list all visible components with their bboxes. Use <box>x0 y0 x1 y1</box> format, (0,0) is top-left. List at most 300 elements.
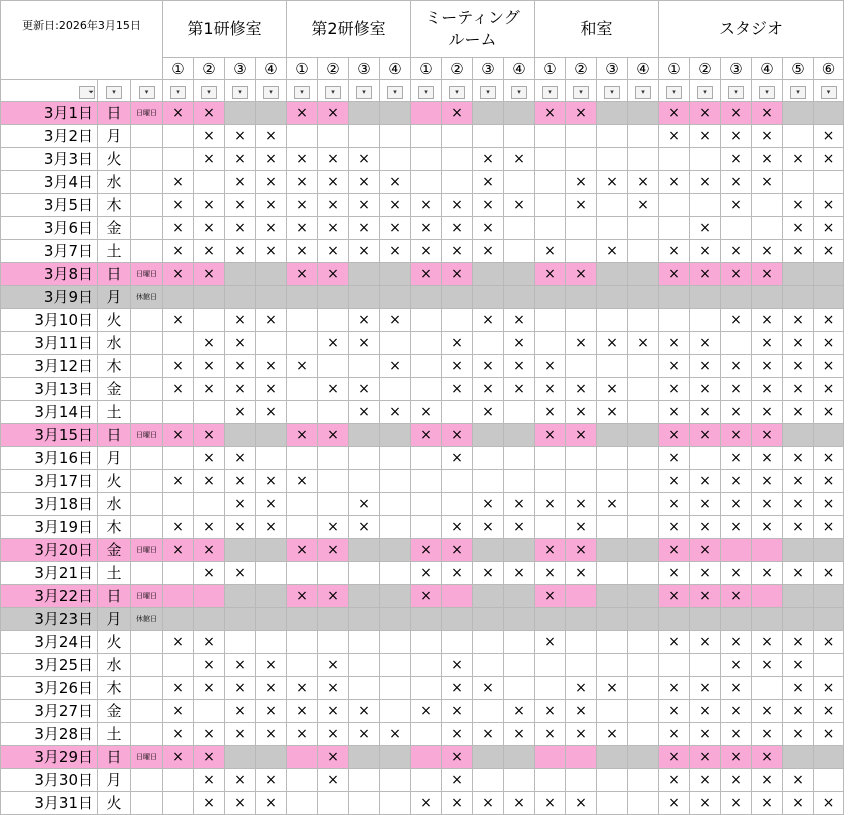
slot-cell[interactable] <box>287 562 318 585</box>
slot-cell[interactable]: × <box>628 171 659 194</box>
slot-cell[interactable] <box>628 309 659 332</box>
slot-cell[interactable] <box>411 631 442 654</box>
slot-cell[interactable] <box>225 608 256 631</box>
slot-cell[interactable]: × <box>163 240 194 263</box>
slot-cell[interactable] <box>256 332 287 355</box>
slot-cell[interactable] <box>597 516 628 539</box>
slot-cell[interactable] <box>504 470 535 493</box>
slot-cell[interactable]: × <box>752 355 783 378</box>
slot-cell[interactable] <box>566 631 597 654</box>
slot-cell[interactable]: × <box>721 769 752 792</box>
slot-cell[interactable] <box>783 125 814 148</box>
slot-cell[interactable]: × <box>783 194 814 217</box>
slot-cell[interactable] <box>628 585 659 608</box>
slot-cell[interactable] <box>628 539 659 562</box>
slot-cell[interactable] <box>349 654 380 677</box>
slot-cell[interactable] <box>535 608 566 631</box>
slot-cell[interactable] <box>597 562 628 585</box>
slot-cell[interactable]: × <box>225 470 256 493</box>
slot-cell[interactable]: × <box>690 378 721 401</box>
slot-cell[interactable] <box>628 631 659 654</box>
slot-cell[interactable]: × <box>504 194 535 217</box>
slot-cell[interactable] <box>318 447 349 470</box>
slot-cell[interactable]: × <box>752 470 783 493</box>
slot-cell[interactable] <box>473 539 504 562</box>
slot-cell[interactable] <box>473 263 504 286</box>
slot-cell[interactable] <box>535 470 566 493</box>
slot-cell[interactable]: × <box>783 562 814 585</box>
slot-cell[interactable]: × <box>349 148 380 171</box>
slot-cell[interactable]: × <box>442 240 473 263</box>
slot-cell[interactable]: × <box>411 240 442 263</box>
slot-cell[interactable] <box>380 746 411 769</box>
slot-cell[interactable]: × <box>225 378 256 401</box>
slot-cell[interactable]: × <box>721 194 752 217</box>
slot-cell[interactable]: × <box>690 700 721 723</box>
slot-cell[interactable] <box>690 148 721 171</box>
slot-cell[interactable] <box>597 631 628 654</box>
slot-cell[interactable]: × <box>783 493 814 516</box>
slot-cell[interactable]: × <box>597 378 628 401</box>
slot-cell[interactable] <box>194 608 225 631</box>
slot-cell[interactable]: × <box>721 171 752 194</box>
slot-cell[interactable]: × <box>814 447 844 470</box>
slot-cell[interactable] <box>411 447 442 470</box>
slot-cell[interactable]: × <box>659 171 690 194</box>
slot-cell[interactable] <box>163 286 194 309</box>
slot-cell[interactable] <box>659 194 690 217</box>
slot-cell[interactable] <box>504 447 535 470</box>
slot-cell[interactable]: × <box>225 723 256 746</box>
slot-cell[interactable] <box>783 286 814 309</box>
slot-cell[interactable]: × <box>814 470 844 493</box>
slot-cell[interactable]: × <box>814 217 844 240</box>
slot-cell[interactable] <box>256 286 287 309</box>
slot-cell[interactable] <box>628 769 659 792</box>
slot-cell[interactable]: × <box>504 700 535 723</box>
slot-cell[interactable]: × <box>814 125 844 148</box>
slot-cell[interactable]: × <box>256 171 287 194</box>
slot-cell[interactable]: × <box>783 654 814 677</box>
slot-cell[interactable]: × <box>721 263 752 286</box>
slot-cell[interactable] <box>318 792 349 815</box>
slot-cell[interactable] <box>659 286 690 309</box>
slot-cell[interactable] <box>318 493 349 516</box>
slot-cell[interactable] <box>256 539 287 562</box>
slot-cell[interactable]: × <box>690 631 721 654</box>
slot-cell[interactable]: × <box>349 217 380 240</box>
slot-cell[interactable]: × <box>287 355 318 378</box>
slot-cell[interactable]: × <box>752 332 783 355</box>
slot-cell[interactable] <box>814 746 844 769</box>
slot-cell[interactable] <box>318 401 349 424</box>
slot-cell[interactable] <box>628 125 659 148</box>
slot-cell[interactable]: × <box>163 677 194 700</box>
slot-cell[interactable]: × <box>318 263 349 286</box>
slot-cell[interactable]: × <box>194 746 225 769</box>
slot-cell[interactable]: × <box>225 677 256 700</box>
slot-cell[interactable] <box>597 194 628 217</box>
slot-cell[interactable] <box>349 424 380 447</box>
slot-cell[interactable] <box>349 585 380 608</box>
slot-cell[interactable] <box>411 286 442 309</box>
slot-cell[interactable]: × <box>442 700 473 723</box>
slot-cell[interactable]: × <box>535 723 566 746</box>
slot-cell[interactable] <box>535 194 566 217</box>
slot-cell[interactable]: × <box>783 723 814 746</box>
slot-cell[interactable] <box>287 447 318 470</box>
slot-cell[interactable]: × <box>194 217 225 240</box>
slot-cell[interactable]: × <box>194 125 225 148</box>
slot-cell[interactable]: × <box>194 378 225 401</box>
slot-cell[interactable]: × <box>659 102 690 125</box>
slot-cell[interactable]: × <box>225 240 256 263</box>
slot-cell[interactable]: × <box>628 332 659 355</box>
slot-cell[interactable] <box>597 217 628 240</box>
slot-cell[interactable]: × <box>814 355 844 378</box>
slot-cell[interactable]: × <box>752 746 783 769</box>
dropdown-arrow-icon[interactable]: ▾ <box>666 86 682 99</box>
slot-cell[interactable] <box>597 309 628 332</box>
slot-cell[interactable]: × <box>721 378 752 401</box>
slot-cell[interactable] <box>504 539 535 562</box>
slot-cell[interactable]: × <box>721 677 752 700</box>
slot-cell[interactable]: × <box>814 677 844 700</box>
slot-cell[interactable]: × <box>535 562 566 585</box>
slot-cell[interactable]: × <box>566 378 597 401</box>
filter-active-icon[interactable]: ⏷ <box>79 86 95 99</box>
slot-cell[interactable] <box>566 148 597 171</box>
slot-cell[interactable]: × <box>783 769 814 792</box>
slot-cell[interactable]: × <box>783 355 814 378</box>
slot-cell[interactable]: × <box>814 631 844 654</box>
slot-cell[interactable]: × <box>504 332 535 355</box>
slot-cell[interactable]: × <box>411 700 442 723</box>
slot-cell[interactable] <box>597 263 628 286</box>
slot-cell[interactable] <box>473 769 504 792</box>
slot-cell[interactable] <box>535 309 566 332</box>
slot-cell[interactable]: × <box>721 700 752 723</box>
slot-cell[interactable]: × <box>814 493 844 516</box>
slot-cell[interactable]: × <box>814 332 844 355</box>
slot-cell[interactable]: × <box>659 240 690 263</box>
slot-cell[interactable]: × <box>783 677 814 700</box>
dropdown-arrow-icon[interactable]: ▾ <box>480 86 496 99</box>
slot-cell[interactable]: × <box>566 700 597 723</box>
slot-cell[interactable] <box>411 171 442 194</box>
slot-cell[interactable]: × <box>535 355 566 378</box>
slot-cell[interactable]: × <box>752 263 783 286</box>
slot-cell[interactable] <box>814 102 844 125</box>
slot-cell[interactable] <box>256 562 287 585</box>
slot-cell[interactable] <box>473 608 504 631</box>
slot-cell[interactable]: × <box>194 194 225 217</box>
slot-cell[interactable]: × <box>566 562 597 585</box>
slot-cell[interactable]: × <box>287 700 318 723</box>
slot-cell[interactable]: × <box>473 171 504 194</box>
slot-cell[interactable]: × <box>442 677 473 700</box>
slot-cell[interactable]: × <box>163 470 194 493</box>
slot-cell[interactable]: × <box>814 792 844 815</box>
slot-cell[interactable]: × <box>318 654 349 677</box>
slot-cell[interactable]: × <box>287 723 318 746</box>
slot-cell[interactable] <box>721 539 752 562</box>
slot-cell[interactable] <box>504 585 535 608</box>
slot-cell[interactable]: × <box>473 516 504 539</box>
slot-cell[interactable] <box>411 608 442 631</box>
slot-cell[interactable] <box>411 378 442 401</box>
slot-cell[interactable]: × <box>287 470 318 493</box>
slot-cell[interactable]: × <box>814 700 844 723</box>
slot-cell[interactable] <box>442 286 473 309</box>
slot-cell[interactable]: × <box>163 194 194 217</box>
slot-cell[interactable]: × <box>783 378 814 401</box>
slot-cell[interactable]: × <box>690 562 721 585</box>
slot-cell[interactable] <box>504 769 535 792</box>
slot-cell[interactable] <box>442 493 473 516</box>
slot-cell[interactable] <box>504 677 535 700</box>
slot-cell[interactable]: × <box>256 493 287 516</box>
slot-cell[interactable]: × <box>473 401 504 424</box>
slot-cell[interactable]: × <box>225 700 256 723</box>
slot-cell[interactable] <box>504 424 535 447</box>
slot-cell[interactable] <box>535 516 566 539</box>
slot-cell[interactable]: × <box>411 217 442 240</box>
slot-cell[interactable] <box>349 263 380 286</box>
dropdown-arrow-icon[interactable]: ▾ <box>790 86 806 99</box>
slot-cell[interactable]: × <box>690 171 721 194</box>
slot-cell[interactable]: × <box>597 677 628 700</box>
slot-cell[interactable]: × <box>814 401 844 424</box>
slot-cell[interactable] <box>783 746 814 769</box>
slot-cell[interactable] <box>349 447 380 470</box>
slot-cell[interactable]: × <box>163 263 194 286</box>
slot-cell[interactable]: × <box>194 792 225 815</box>
slot-cell[interactable]: × <box>163 378 194 401</box>
slot-cell[interactable] <box>566 447 597 470</box>
slot-cell[interactable]: × <box>442 769 473 792</box>
slot-cell[interactable]: × <box>473 677 504 700</box>
slot-cell[interactable]: × <box>194 102 225 125</box>
dropdown-arrow-icon[interactable]: ▾ <box>418 86 434 99</box>
slot-cell[interactable]: × <box>535 102 566 125</box>
slot-cell[interactable]: × <box>783 148 814 171</box>
slot-cell[interactable]: × <box>349 723 380 746</box>
slot-cell[interactable] <box>411 493 442 516</box>
slot-cell[interactable] <box>473 585 504 608</box>
slot-cell[interactable]: × <box>721 470 752 493</box>
slot-cell[interactable] <box>473 447 504 470</box>
slot-cell[interactable]: × <box>659 562 690 585</box>
slot-cell[interactable]: × <box>318 746 349 769</box>
slot-cell[interactable]: × <box>287 102 318 125</box>
slot-cell[interactable] <box>318 125 349 148</box>
slot-cell[interactable] <box>659 309 690 332</box>
slot-cell[interactable] <box>442 608 473 631</box>
slot-cell[interactable]: × <box>690 769 721 792</box>
slot-cell[interactable]: × <box>225 401 256 424</box>
slot-cell[interactable]: × <box>783 792 814 815</box>
slot-cell[interactable]: × <box>752 516 783 539</box>
slot-cell[interactable] <box>318 309 349 332</box>
slot-cell[interactable]: × <box>783 470 814 493</box>
slot-cell[interactable]: × <box>194 516 225 539</box>
slot-cell[interactable]: × <box>194 424 225 447</box>
slot-cell[interactable] <box>380 792 411 815</box>
slot-cell[interactable] <box>442 470 473 493</box>
slot-cell[interactable] <box>535 217 566 240</box>
slot-cell[interactable]: × <box>287 424 318 447</box>
dropdown-arrow-icon[interactable]: ▾ <box>106 86 122 99</box>
slot-cell[interactable]: × <box>411 792 442 815</box>
slot-cell[interactable]: × <box>380 309 411 332</box>
slot-cell[interactable] <box>256 608 287 631</box>
slot-cell[interactable] <box>380 263 411 286</box>
slot-cell[interactable]: × <box>566 516 597 539</box>
slot-cell[interactable] <box>628 470 659 493</box>
slot-cell[interactable]: × <box>783 309 814 332</box>
dropdown-arrow-icon[interactable]: ▾ <box>294 86 310 99</box>
dropdown-arrow-icon[interactable]: ▾ <box>697 86 713 99</box>
slot-cell[interactable]: × <box>349 309 380 332</box>
slot-cell[interactable]: × <box>814 562 844 585</box>
slot-cell[interactable]: × <box>597 401 628 424</box>
slot-cell[interactable] <box>628 263 659 286</box>
slot-cell[interactable] <box>163 125 194 148</box>
slot-cell[interactable] <box>783 171 814 194</box>
slot-cell[interactable] <box>752 539 783 562</box>
slot-cell[interactable]: × <box>535 401 566 424</box>
slot-cell[interactable]: × <box>659 332 690 355</box>
slot-cell[interactable]: × <box>256 769 287 792</box>
slot-cell[interactable]: × <box>442 746 473 769</box>
slot-cell[interactable] <box>659 148 690 171</box>
slot-cell[interactable]: × <box>690 125 721 148</box>
slot-cell[interactable]: × <box>659 585 690 608</box>
slot-cell[interactable] <box>690 608 721 631</box>
slot-cell[interactable]: × <box>659 263 690 286</box>
slot-cell[interactable]: × <box>597 723 628 746</box>
slot-cell[interactable] <box>504 286 535 309</box>
slot-cell[interactable] <box>163 654 194 677</box>
slot-cell[interactable]: × <box>380 401 411 424</box>
slot-cell[interactable]: × <box>318 171 349 194</box>
slot-cell[interactable]: × <box>163 171 194 194</box>
slot-cell[interactable] <box>163 447 194 470</box>
slot-cell[interactable]: × <box>783 631 814 654</box>
slot-cell[interactable]: × <box>225 562 256 585</box>
slot-cell[interactable]: × <box>721 447 752 470</box>
slot-cell[interactable] <box>287 378 318 401</box>
slot-cell[interactable]: × <box>163 102 194 125</box>
slot-cell[interactable] <box>380 539 411 562</box>
slot-cell[interactable] <box>659 608 690 631</box>
slot-cell[interactable]: × <box>194 332 225 355</box>
slot-cell[interactable] <box>535 171 566 194</box>
slot-cell[interactable] <box>597 447 628 470</box>
dropdown-arrow-icon[interactable]: ▾ <box>542 86 558 99</box>
slot-cell[interactable]: × <box>256 654 287 677</box>
slot-cell[interactable]: × <box>411 194 442 217</box>
slot-cell[interactable]: × <box>473 355 504 378</box>
slot-cell[interactable] <box>287 608 318 631</box>
slot-cell[interactable]: × <box>535 585 566 608</box>
dropdown-arrow-icon[interactable]: ▾ <box>635 86 651 99</box>
slot-cell[interactable]: × <box>411 401 442 424</box>
slot-cell[interactable] <box>597 148 628 171</box>
slot-cell[interactable]: × <box>566 424 597 447</box>
slot-cell[interactable]: × <box>380 240 411 263</box>
slot-cell[interactable] <box>535 677 566 700</box>
slot-cell[interactable] <box>411 102 442 125</box>
slot-cell[interactable] <box>628 562 659 585</box>
slot-cell[interactable] <box>597 700 628 723</box>
slot-cell[interactable]: × <box>473 562 504 585</box>
slot-cell[interactable] <box>318 608 349 631</box>
slot-cell[interactable] <box>163 769 194 792</box>
slot-cell[interactable] <box>504 654 535 677</box>
slot-cell[interactable]: × <box>225 171 256 194</box>
slot-cell[interactable]: × <box>442 424 473 447</box>
slot-cell[interactable] <box>442 171 473 194</box>
slot-cell[interactable]: × <box>349 240 380 263</box>
slot-cell[interactable]: × <box>659 355 690 378</box>
slot-cell[interactable]: × <box>504 493 535 516</box>
slot-cell[interactable] <box>783 608 814 631</box>
slot-cell[interactable] <box>287 332 318 355</box>
slot-cell[interactable]: × <box>566 493 597 516</box>
slot-cell[interactable]: × <box>752 493 783 516</box>
slot-cell[interactable]: × <box>535 493 566 516</box>
slot-cell[interactable]: × <box>566 723 597 746</box>
slot-cell[interactable] <box>411 125 442 148</box>
slot-cell[interactable]: × <box>659 401 690 424</box>
slot-cell[interactable]: × <box>814 194 844 217</box>
slot-cell[interactable] <box>752 585 783 608</box>
slot-cell[interactable] <box>597 355 628 378</box>
slot-cell[interactable] <box>380 585 411 608</box>
slot-cell[interactable]: × <box>225 148 256 171</box>
slot-cell[interactable] <box>628 217 659 240</box>
slot-cell[interactable] <box>349 539 380 562</box>
slot-cell[interactable] <box>411 516 442 539</box>
slot-cell[interactable]: × <box>318 332 349 355</box>
slot-cell[interactable]: × <box>225 217 256 240</box>
slot-cell[interactable]: × <box>721 240 752 263</box>
slot-cell[interactable] <box>535 654 566 677</box>
slot-cell[interactable]: × <box>256 309 287 332</box>
slot-cell[interactable]: × <box>690 539 721 562</box>
slot-cell[interactable]: × <box>287 148 318 171</box>
slot-cell[interactable] <box>628 378 659 401</box>
slot-cell[interactable]: × <box>659 539 690 562</box>
slot-cell[interactable] <box>566 585 597 608</box>
slot-cell[interactable] <box>287 516 318 539</box>
slot-cell[interactable]: × <box>163 355 194 378</box>
slot-cell[interactable]: × <box>504 516 535 539</box>
slot-cell[interactable]: × <box>380 355 411 378</box>
slot-cell[interactable] <box>194 585 225 608</box>
slot-cell[interactable] <box>411 654 442 677</box>
slot-cell[interactable] <box>256 263 287 286</box>
slot-cell[interactable] <box>349 631 380 654</box>
slot-cell[interactable] <box>783 539 814 562</box>
slot-cell[interactable] <box>628 240 659 263</box>
slot-cell[interactable]: × <box>721 585 752 608</box>
slot-cell[interactable]: × <box>659 424 690 447</box>
slot-cell[interactable] <box>721 286 752 309</box>
slot-cell[interactable]: × <box>442 654 473 677</box>
